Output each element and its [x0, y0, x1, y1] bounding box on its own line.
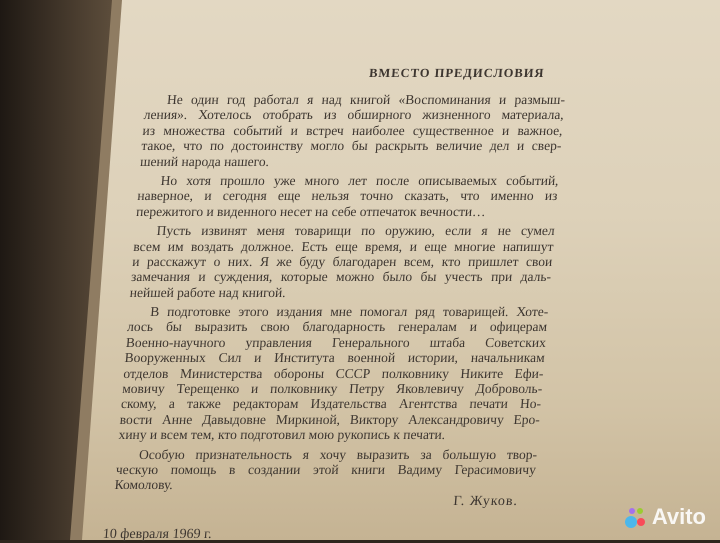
text-line: Вооруженных Сил и Института военной истории, начальникам — [124, 350, 546, 366]
text-line: Но хотя прошло уже много лет после описываемых событий, — [160, 172, 560, 188]
text-line: вости Анне Давыдовне Миркиной, Виктору Александровичу Еро- — [119, 411, 541, 427]
text-line: Военно-научного управления Генерального штаба Советских — [125, 334, 547, 350]
text-line: скому, а также редакторам Издательства Агентства печати Но- — [120, 396, 542, 412]
avito-label: Avito — [651, 504, 706, 529]
text-line: хину и всем тем, кто подготовил мою рукопись к печати. — [118, 427, 446, 443]
text-line: всем им воздать должное. Есть еще время, и еще многие напишут — [132, 238, 555, 254]
text-line: замечания и суждения, которые можно было бы учесть при даль- — [130, 269, 552, 285]
text-line: ления». Хотелось отобрать из обширного жизненного материала, — [143, 107, 565, 123]
text-line: и расскажут о них. Я же буду благодарен всем, кто пришлет свои — [131, 253, 553, 269]
page-title: ВМЕСТО ПРЕДИСЛОВИЯ — [368, 66, 546, 80]
text-line: Не один год работал я над книгой «Воспоминания и размыш- — [166, 92, 566, 107]
date: 10 февраля 1969 г. — [102, 527, 213, 542]
text-line: нейшей работе над книгой. — [129, 284, 287, 300]
text-line: Комолову. — [114, 477, 174, 493]
text-line: Особую признательность я хочу выразить за большую твор- — [138, 446, 538, 462]
avito-logo-icon — [625, 506, 647, 528]
text-line: пережитого и виденного несет на себе отпечаток вечности… — [135, 203, 487, 219]
avito-watermark — [625, 504, 706, 530]
text-line: ческую помощь в создании этой книги Вадиму Герасимовичу — [115, 461, 537, 477]
body-text — [114, 92, 566, 493]
text-line: мовичу Терещенко и полковнику Петру Яковлевичу Доброволь- — [121, 381, 543, 397]
text-line: лось бы выразить свою благодарность генералам и офицерам — [126, 319, 548, 335]
text-line: В подготовке этого издания мне помогал ряд товарищей. Хоте- — [149, 304, 549, 320]
text-line: отделов Министерства обороны СССР полковнику Никите Ефи- — [122, 365, 545, 381]
signature: Г. Жуков. — [452, 494, 519, 509]
text-line: Пусть извинят меня товарищи по оружию, если я не сумел — [156, 223, 556, 239]
text-line: из множества событий и встреч наиболее существенное и важное, — [142, 122, 564, 138]
text-line: такое, что по достоинству могло бы раскрыть величие дел и свер- — [140, 138, 563, 154]
text-line: шений народа нашего. — [139, 153, 270, 169]
text-line: наверное, и сегодня еще нельзя точно сказать, что именно из — [136, 188, 559, 204]
